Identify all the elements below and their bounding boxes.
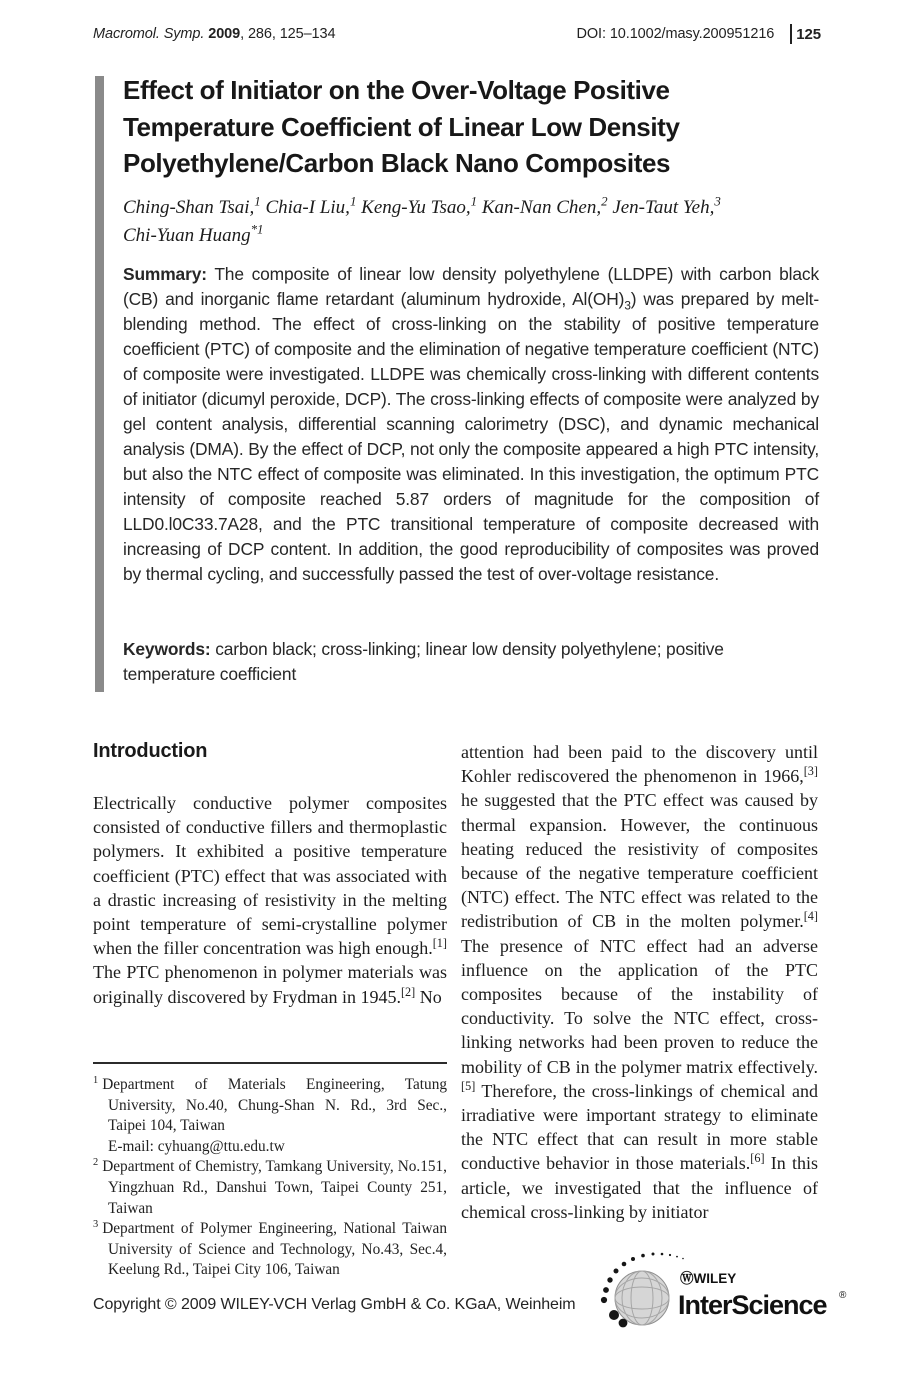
page-number: 125: [796, 26, 821, 43]
footnote-affiliation-3: [93, 1219, 447, 1281]
authors-line-1: Ching-Shan Tsai,$^1$ Chia-I Liu,$^1$ Keng-Yu Tsao,$^1$ Kan-Nan Chen,$^2$ Jen-Taut Yeh,$^3$: [123, 193, 721, 218]
footnote-text-1: Department of Materials Engineering, Tatung University, No.40, Chung-Shan N. Rd., 3rd Sec., Taipei 104, Taiwan: [102, 1076, 447, 1135]
footnote-email: E-mail: cyhuang@ttu.edu.tw: [108, 1137, 285, 1155]
article-title-line-2: Temperature Coefficient of Linear Low Density: [123, 111, 680, 142]
footnote-marker-2: 2: [93, 1157, 99, 1169]
article-title-line-1: Effect of Initiator on the Over-Voltage Positive: [123, 75, 670, 105]
registered-mark: ®: [839, 1290, 847, 1301]
logo-graphic: [596, 1250, 852, 1338]
page-number-divider: [790, 24, 792, 44]
interscience-brand-text: InterScience: [678, 1290, 827, 1320]
left-column: [93, 740, 447, 1009]
keywords-paragraph: Keywords: carbon black; cross-linking; linear low density polyethylene; positive temperature coefficient: [123, 639, 724, 684]
footnotes-block: [93, 1062, 447, 1281]
footnote-marker-3: 3: [93, 1219, 99, 1231]
footnote-text-2: Department of Chemistry, Tamkang University, No.151, Yingzhuan Rd., Danshui Town, Taipei County 251, Taiwan: [102, 1158, 447, 1217]
section-heading-introduction: Introduction: [93, 740, 208, 762]
article-title-line-3: Polyethylene/Carbon Black Nano Composites: [123, 148, 671, 178]
journal-reference: Macromol. Symp. 2009, 286, 125–134: [93, 26, 336, 42]
globe-icon: [609, 1271, 669, 1327]
right-column: [461, 740, 818, 1224]
wiley-brand-text: ⓌWILEY: [680, 1271, 737, 1286]
doi-text: DOI: 10.1002/masy.200951216: [576, 26, 775, 42]
copyright-text: Copyright © 2009 WILEY-VCH Verlag GmbH & Co. KGaA, Weinheim: [93, 1296, 576, 1313]
footnote-affiliation-2: [93, 1157, 447, 1219]
footnote-text-3: Department of Polymer Engineering, National Taiwan University of Science and Technology, No.43, Sec.4, Keelung Rd., Taipei City 106, Taiwan: [102, 1220, 447, 1279]
summary-paragraph: Summary: The composite of linear low density polyethylene (LLDPE) with carbon black (CB) and inorganic flame retardant (aluminum hydroxide, $Al(OH)_3$) was prepared by melt-blending method. The effect of cross-linking on the stability of positive temperature coefficient (PTC) of composite and the elimination of negative temperature coefficient (NTC) of composite were investigated. LLDPE was chemically cross-linking with different contents of initiator (dicumyl peroxide, DCP). The cross-linking effects of composite were analyzed by gel content analysis, differential scanning calorimetry (DSC), and dynamic mechanical analysis (DMA). By the effect of DCP, not only the composite appeared a high PTC intensity, but also the NTC effect of composite was eliminated. In this investigation, the optimum PTC intensity of composite reached 5.87 orders of magnitude for the composition of LLD0.l0C33.7A28, and the PTC transitional temperature of composite decreased with increasing of DCP content. In addition, the good reproducibility of composites was proved by thermal cycling, and successfully passed the test of over-voltage resistance.: [123, 264, 819, 584]
footnote-marker-1: 1: [93, 1074, 99, 1086]
page-header: [93, 26, 821, 44]
introduction-paragraph-right: attention had been paid to the discovery until Kohler rediscovered the phenomenon in 1966,[3] he suggested that the PTC effect was caused by thermal expansion. However, the continuous heating reduced the resistivity of composites because of the negative temperature coefficient (NTC) effect. The NTC effect was related to the redistribution of CB in the molten polymer.[4] The presence of NTC effect had an adverse influence on the application of the PTC composites because of the instability of conductivity. To solve the NTC effect, cross-linking networks had been proven to reduce the mobility of CB in the polymer matrix effectively.[5] Therefore, the cross-linkings of chemical and irradiative were important strategy to eliminate the NTC effect that can result in more stable conductive behavior in those materials.[6] In this article, we investigated that the influence of chemical cross-linking by initiator: [461, 742, 818, 1222]
authors-line-2: Chi-Yuan Huang$^{*1}$: [123, 221, 264, 246]
introduction-paragraph-left: Electrically conductive polymer composites consisted of conductive fillers and thermoplastic polymers. It exhibited a positive temperature coefficient (PTC) effect that was associated with a drastic increasing of resistivity in the melting point temperature of semi-crystalline polymer when the filler concentration was high enough.[1] The PTC phenomenon in polymer materials was originally discovered by Frydman in 1945.[2] No: [93, 793, 447, 1007]
wiley-interscience-logo: [596, 1250, 852, 1338]
article-title: [123, 72, 827, 182]
page-number-wrap: [790, 26, 821, 44]
doi-group: [577, 26, 822, 44]
footnote-affiliation-1: [93, 1075, 447, 1157]
title-accent-bar: [95, 76, 104, 692]
authors-block: [123, 194, 827, 250]
